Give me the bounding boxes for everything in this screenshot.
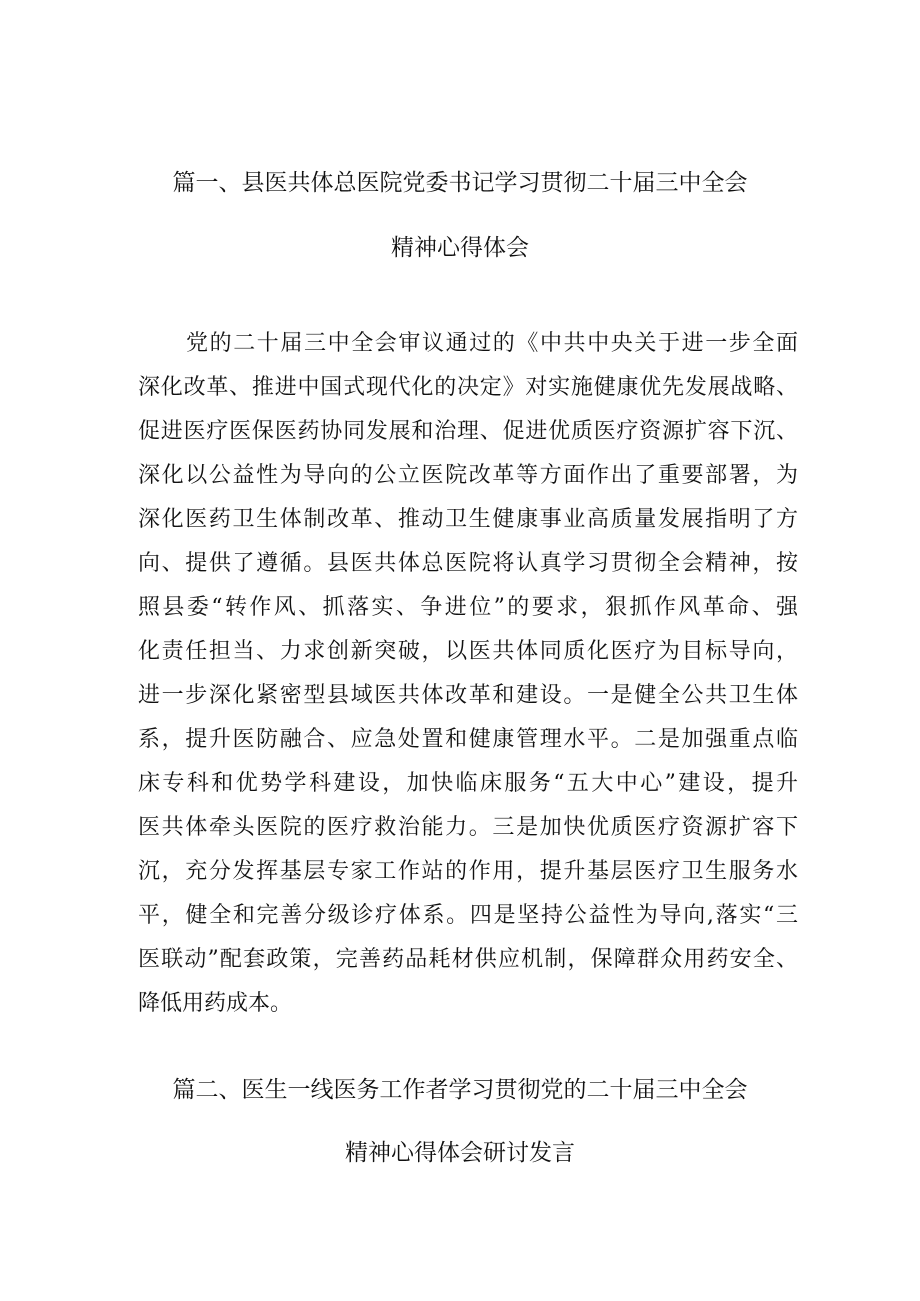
section1-body-line: 沉，充分发挥基层专家工作站的作用，提升基层医疗卫生服务水 bbox=[138, 859, 798, 884]
section1-body-line: 深化医药卫生体制改革、推动卫生健康事业高质量发展指明了方 bbox=[138, 507, 798, 532]
section1-title-line2: 精神心得体会 bbox=[391, 235, 529, 261]
section1-body-line: 降低用药成本。 bbox=[138, 991, 293, 1016]
section1-body-line: 化责任担当、力求创新突破，以医共体同质化医疗为目标导向， bbox=[138, 639, 798, 664]
section1-body-line: 促进医疗医保医药协同发展和治理、促进优质医疗资源扩容下沉、 bbox=[138, 419, 798, 444]
section2-title-line1: 篇二、医生一线医务工作者学习贯彻党的二十届三中全会 bbox=[172, 1077, 748, 1103]
section1-body-line: 系，提升医防融合、应急处置和健康管理水平。二是加强重点临 bbox=[138, 727, 798, 752]
section1-body-line: 深化以公益性为导向的公立医院改革等方面作出了重要部署，为 bbox=[138, 463, 798, 488]
section1-body-line: 平，健全和完善分级诊疗体系。四是坚持公益性为导向,落实“三 bbox=[138, 903, 798, 928]
section1-body-line: 床专科和优势学科建设，加快临床服务“五大中心”建设，提升 bbox=[138, 771, 798, 796]
section1-body-line: 深化改革、推进中国式现代化的决定》对实施健康优先发展战略、 bbox=[138, 375, 798, 400]
section1-body-line: 党的二十届三中全会审议通过的《中共中央关于进一步全面 bbox=[186, 331, 798, 356]
section2-title-line2: 精神心得体会研讨发言 bbox=[345, 1140, 575, 1166]
section1-body-line: 向、提供了遵循。县医共体总医院将认真学习贯彻全会精神，按 bbox=[138, 551, 798, 576]
section1-body-line: 医共体牵头医院的医疗救治能力。三是加快优质医疗资源扩容下 bbox=[138, 815, 798, 840]
section1-body-line: 医联动”配套政策，完善药品耗材供应机制，保障群众用药安全、 bbox=[138, 947, 798, 972]
section1-body-line: 照县委“转作风、抓落实、争进位”的要求，狠抓作风革命、强 bbox=[138, 595, 798, 620]
section1-body-line: 进一步深化紧密型县域医共体改革和建设。一是健全公共卫生体 bbox=[138, 683, 798, 708]
section1-title-line1: 篇一、县医共体总医院党委书记学习贯彻二十届三中全会 bbox=[172, 170, 748, 196]
